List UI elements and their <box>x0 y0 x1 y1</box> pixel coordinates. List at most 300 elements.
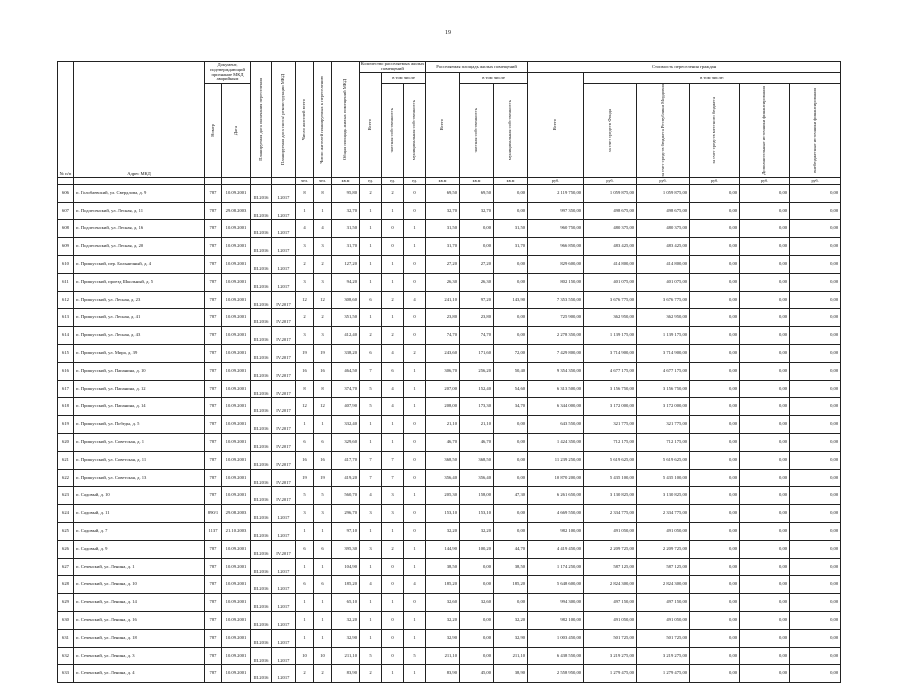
table-cell: 0,00 <box>790 611 841 629</box>
table-cell: 29.08.2003 <box>222 505 251 523</box>
header-count-group: Количество расселяемых жилых помещений <box>360 61 425 71</box>
table-cell: 1 <box>314 594 332 612</box>
address-cell: п. Пришусский, ул. Папанина, д. 14 <box>74 398 205 416</box>
table-cell: 787 <box>205 184 222 202</box>
table-cell: IV.2017 <box>272 309 296 327</box>
address-cell: п. Сеченский, ул. Ленина, д. 16 <box>74 611 205 629</box>
table-cell: 10 <box>296 647 314 665</box>
table-cell: 0,00 <box>740 611 790 629</box>
table-cell: 10.09.2001 <box>222 398 251 416</box>
table-cell: 1 424 350,00 <box>528 433 584 451</box>
table-cell: 1 <box>360 256 382 274</box>
relocation-table <box>57 61 841 683</box>
table-cell: 10.09.2001 <box>222 416 251 434</box>
table-cell: 625 <box>58 522 74 540</box>
unit-cell <box>222 177 251 184</box>
table-cell: 23,80 <box>426 309 460 327</box>
table-cell: 10.09.2001 <box>222 220 251 238</box>
table-cell: 0,00 <box>690 416 740 434</box>
table-cell: 1 <box>314 629 332 647</box>
table-cell: 1 <box>360 611 382 629</box>
table-cell: III.2016 <box>251 238 272 256</box>
header-area-incl: в том числе <box>460 73 528 84</box>
unit-cell: руб. <box>740 177 790 184</box>
header-cost-incl: в том числе: <box>584 73 841 84</box>
header-cost-local: за счет средств местного бюджета <box>690 84 740 178</box>
table-cell: 787 <box>205 256 222 274</box>
table-cell: 627 <box>58 558 74 576</box>
table-cell: 1 <box>314 522 332 540</box>
table-cell: 6 <box>296 433 314 451</box>
table-cell: 0,00 <box>740 433 790 451</box>
table-cell: 1 <box>404 220 426 238</box>
table-cell: 0,00 <box>690 665 740 683</box>
table-cell: III.2016 <box>251 398 272 416</box>
table-cell: 2 209 725,00 <box>637 540 690 558</box>
table-row <box>58 629 841 647</box>
table-cell: 158,00 <box>460 487 494 505</box>
table-cell: 3 <box>360 505 382 523</box>
header-cost-fund: за счет средств Фонда <box>584 84 637 178</box>
table-cell: 332,40 <box>332 416 360 434</box>
table-cell: 5 619 625,00 <box>637 451 690 469</box>
table-cell: 0,00 <box>790 629 841 647</box>
table-cell: I.2017 <box>272 256 296 274</box>
table-cell: 0,00 <box>740 345 790 363</box>
table-cell: 1 003 450,00 <box>528 629 584 647</box>
unit-cell: кв.м <box>332 177 360 184</box>
header-cost-offbudget: внебюджетные источники финансирования <box>790 84 841 178</box>
table-cell: 0 <box>404 469 426 487</box>
unit-cell: ед. <box>360 177 382 184</box>
table-cell: 368,50 <box>426 451 460 469</box>
table-cell: 374,70 <box>332 380 360 398</box>
table-cell: 0,00 <box>740 629 790 647</box>
table-cell: 38,50 <box>494 558 528 576</box>
table-cell: IV.2017 <box>272 416 296 434</box>
table-cell: 622 <box>58 469 74 487</box>
header-planned-start: Планируемая дата окончания переселения <box>251 62 272 178</box>
table-cell: 356,40 <box>460 469 494 487</box>
table-cell: 5 435 100,00 <box>584 469 637 487</box>
table-row <box>58 647 841 665</box>
table-cell: 0,00 <box>740 238 790 256</box>
table-cell: 6 438 550,00 <box>528 647 584 665</box>
table-cell: 2 119 750,00 <box>528 184 584 202</box>
table-cell: 1 <box>314 416 332 434</box>
table-cell: 3 714 900,00 <box>637 345 690 363</box>
table-cell: 1 059 875,00 <box>584 184 637 202</box>
table-cell: 205,30 <box>426 487 460 505</box>
table-cell: 0,00 <box>740 184 790 202</box>
table-cell: 0,00 <box>740 505 790 523</box>
table-cell: 19 <box>296 345 314 363</box>
table-row <box>58 611 841 629</box>
table-cell: 5 <box>360 380 382 398</box>
table-cell: 10.09.2001 <box>222 327 251 345</box>
table-cell: IV.2017 <box>272 398 296 416</box>
table-cell: IV.2017 <box>272 469 296 487</box>
table-cell: 3 156 750,00 <box>584 380 637 398</box>
table-cell: 0,00 <box>740 540 790 558</box>
table-cell: 6 <box>382 362 404 380</box>
table-cell: 10.09.2001 <box>222 184 251 202</box>
table-cell: 787 <box>205 362 222 380</box>
table-cell: 31,70 <box>494 238 528 256</box>
table-cell: 1 279 475,00 <box>637 665 690 683</box>
table-cell: IV.2017 <box>272 291 296 309</box>
table-cell: 1 <box>360 309 382 327</box>
table-cell: 497 150,00 <box>637 594 690 612</box>
unit-cell: кв.м <box>494 177 528 184</box>
table-cell: III.2016 <box>251 184 272 202</box>
table-cell: 1 <box>404 611 426 629</box>
table-cell: 1 <box>296 594 314 612</box>
table-cell: 0,00 <box>690 433 740 451</box>
table-row <box>58 665 841 683</box>
table-cell: 368,50 <box>460 451 494 469</box>
table-cell: III.2016 <box>251 416 272 434</box>
table-cell: 38,90 <box>494 665 528 683</box>
address-cell: п. Подлесенский, ул. Лесная, д. 16 <box>74 220 205 238</box>
table-cell: 0,00 <box>690 273 740 291</box>
table-cell: 3 <box>314 238 332 256</box>
table-cell: 1 <box>382 433 404 451</box>
table-cell: 3 676 775,00 <box>637 291 690 309</box>
table-cell: 0,00 <box>494 327 528 345</box>
table-cell: 10.09.2001 <box>222 647 251 665</box>
table-row <box>58 291 841 309</box>
table-cell: 611 <box>58 273 74 291</box>
table-cell: 0,00 <box>690 629 740 647</box>
table-cell: 3 <box>314 273 332 291</box>
table-cell: 74,70 <box>426 327 460 345</box>
table-cell: 26,30 <box>426 273 460 291</box>
table-cell: 1 <box>314 558 332 576</box>
table-cell: 10.09.2001 <box>222 665 251 683</box>
table-cell: 10.09.2001 <box>222 380 251 398</box>
table-cell: 630 <box>58 611 74 629</box>
table-cell: 2 209 725,00 <box>584 540 637 558</box>
table-cell: 501 725,00 <box>637 629 690 647</box>
table-cell: 10.09.2001 <box>222 487 251 505</box>
table-cell: 2 <box>314 309 332 327</box>
table-cell: 0 <box>382 220 404 238</box>
table-cell: 621 <box>58 451 74 469</box>
table-cell: 0,00 <box>790 451 841 469</box>
table-cell: 0,00 <box>690 398 740 416</box>
table-cell: 0,00 <box>494 416 528 434</box>
table-cell: 3 <box>382 487 404 505</box>
table-cell: 69,50 <box>460 184 494 202</box>
table-cell: 1 <box>404 487 426 505</box>
table-cell: 787 <box>205 380 222 398</box>
table-cell: 144,90 <box>426 540 460 558</box>
table-cell: 12 <box>314 291 332 309</box>
table-cell: 356,40 <box>426 469 460 487</box>
unit-cell: ед. <box>404 177 426 184</box>
table-cell: 614 <box>58 327 74 345</box>
table-cell: 0,00 <box>740 594 790 612</box>
table-cell: 6 <box>314 576 332 594</box>
table-cell: 211,10 <box>426 647 460 665</box>
table-row <box>58 345 841 363</box>
table-cell: 4 <box>382 398 404 416</box>
header-no: № п/п <box>58 62 74 178</box>
address-cell: п. Садовый, д. 7 <box>74 522 205 540</box>
table-cell: 0,00 <box>460 647 494 665</box>
table-cell: 3 <box>296 273 314 291</box>
table-cell: 5 <box>360 647 382 665</box>
table-cell: 501 725,00 <box>584 629 637 647</box>
table-cell: 633 <box>58 665 74 683</box>
table-cell: 0,00 <box>460 220 494 238</box>
table-cell: I.2017 <box>272 505 296 523</box>
table-cell: 4 <box>382 380 404 398</box>
table-cell: 31,70 <box>332 238 360 256</box>
table-cell: 0 <box>404 327 426 345</box>
address-cell: п. Пришусский, ул. Советская, д. 13 <box>74 469 205 487</box>
table-cell: 0,00 <box>740 665 790 683</box>
table-cell: 890/1 <box>205 505 222 523</box>
table-cell: 10.09.2001 <box>222 291 251 309</box>
table-cell: 414 800,00 <box>584 256 637 274</box>
table-cell: III.2016 <box>251 345 272 363</box>
unit-cell: чел. <box>296 177 314 184</box>
table-cell: 16 <box>296 362 314 380</box>
table-cell: I.2017 <box>272 238 296 256</box>
table-cell: 32,60 <box>460 594 494 612</box>
table-cell: 1 <box>296 611 314 629</box>
table-cell: 607 <box>58 202 74 220</box>
table-cell: 338,20 <box>332 345 360 363</box>
header-address: Адрес МКД <box>74 62 205 178</box>
table-cell: 0,00 <box>494 522 528 540</box>
table-cell: 787 <box>205 611 222 629</box>
table-cell: 4 <box>404 576 426 594</box>
table-cell: 787 <box>205 576 222 594</box>
table-cell: 1 <box>382 256 404 274</box>
table-cell: I.2017 <box>272 665 296 683</box>
table-cell: 0,00 <box>690 220 740 238</box>
table-cell: 4 677 175,00 <box>584 362 637 380</box>
table-cell: 4 669 550,00 <box>528 505 584 523</box>
table-cell: 587 125,00 <box>637 558 690 576</box>
table-cell: 16 <box>296 451 314 469</box>
table-cell: IV.2017 <box>272 380 296 398</box>
table-cell: 7 <box>360 451 382 469</box>
table-cell: I.2017 <box>272 629 296 647</box>
table-cell: 5 648 600,00 <box>528 576 584 594</box>
table-cell: 587 125,00 <box>584 558 637 576</box>
table-cell: 0,00 <box>790 469 841 487</box>
table-cell: 296,70 <box>332 505 360 523</box>
table-cell: 2 <box>404 345 426 363</box>
table-cell: 631 <box>58 629 74 647</box>
unit-cell: руб. <box>790 177 841 184</box>
header-residents: Число жителей всего <box>296 62 314 178</box>
table-cell: 787 <box>205 327 222 345</box>
table-cell: 1 <box>382 665 404 683</box>
table-cell: 787 <box>205 647 222 665</box>
table-cell: 97,10 <box>332 522 360 540</box>
table-cell: 362 950,00 <box>637 309 690 327</box>
table-cell: 0,00 <box>690 647 740 665</box>
table-cell: 491 050,00 <box>637 522 690 540</box>
table-cell: 0,00 <box>790 291 841 309</box>
table-cell: 787 <box>205 469 222 487</box>
table-cell: 0 <box>382 629 404 647</box>
table-cell: 1 <box>382 309 404 327</box>
table-cell: 0,00 <box>494 469 528 487</box>
table-cell: 6 <box>314 540 332 558</box>
address-cell: п. Пришусский, ул. Папанина, д. 10 <box>74 362 205 380</box>
table-cell: I.2017 <box>272 522 296 540</box>
table-cell: 643 550,00 <box>528 416 584 434</box>
table-cell: 31,50 <box>426 220 460 238</box>
table-cell: 12 <box>314 398 332 416</box>
table-cell: III.2016 <box>251 576 272 594</box>
table-cell: 10.09.2001 <box>222 309 251 327</box>
table-cell: 2 <box>382 184 404 202</box>
table-cell: 0,00 <box>690 345 740 363</box>
table-cell: 0,00 <box>790 665 841 683</box>
table-cell: 0,00 <box>740 202 790 220</box>
table-cell: 0,00 <box>740 416 790 434</box>
table-cell: 0,00 <box>790 647 841 665</box>
table-row <box>58 184 841 202</box>
table-cell: 0,00 <box>740 522 790 540</box>
table-cell: 2 <box>296 309 314 327</box>
table-cell: 1 <box>404 540 426 558</box>
table-cell: 1 <box>382 416 404 434</box>
table-cell: 306,70 <box>426 362 460 380</box>
table-cell: 74,70 <box>460 327 494 345</box>
table-cell: 10.09.2001 <box>222 611 251 629</box>
table-cell: 1 <box>296 416 314 434</box>
address-cell: п. Сеченский, ул. Ленина, д. 10 <box>74 576 205 594</box>
table-cell: 829 600,00 <box>528 256 584 274</box>
table-cell: 2 824 300,00 <box>584 576 637 594</box>
table-cell: 143,90 <box>494 291 528 309</box>
table-cell: III.2016 <box>251 451 272 469</box>
table-cell: 787 <box>205 309 222 327</box>
units-row <box>58 177 841 184</box>
table-cell: 787 <box>205 202 222 220</box>
table-cell: 609 <box>58 238 74 256</box>
table-cell: 0,00 <box>690 291 740 309</box>
table-cell: 626 <box>58 540 74 558</box>
unit-cell: руб. <box>528 177 584 184</box>
table-cell: 5 435 100,00 <box>637 469 690 487</box>
address-cell: п. Сеченский, ул. Ленина, д. 1 <box>74 558 205 576</box>
table-cell: 0,00 <box>790 487 841 505</box>
table-row <box>58 362 841 380</box>
table-cell: 0,00 <box>790 522 841 540</box>
table-cell: 787 <box>205 273 222 291</box>
table-cell: 0,00 <box>740 576 790 594</box>
table-cell: 0,00 <box>790 576 841 594</box>
table-cell: 46,70 <box>460 433 494 451</box>
header-cost-group: Стоимость переселения граждан <box>528 62 841 73</box>
table-cell: IV.2017 <box>272 487 296 505</box>
table-cell: 712 175,00 <box>637 433 690 451</box>
table-cell: 1 <box>404 362 426 380</box>
table-cell: 7 429 800,00 <box>528 345 584 363</box>
table-cell: 0,00 <box>740 362 790 380</box>
table-cell: 31,50 <box>494 220 528 238</box>
table-row <box>58 576 841 594</box>
table-cell: 0 <box>404 256 426 274</box>
table-cell: 6 313 500,00 <box>528 380 584 398</box>
table-cell: 171,60 <box>460 345 494 363</box>
table-cell: 624 <box>58 505 74 523</box>
table-row <box>58 380 841 398</box>
table-cell: 153,10 <box>426 505 460 523</box>
table-cell: 560,70 <box>332 487 360 505</box>
address-cell: п. Пришусский, ул. Лесная, д. 23 <box>74 291 205 309</box>
address-cell: п. Сеченский, ул. Ленина, д. 3 <box>74 647 205 665</box>
table-cell: 2 <box>382 540 404 558</box>
address-cell: п. Пришусский, проезд Школьный, д. 5 <box>74 273 205 291</box>
table-cell: 2 <box>296 665 314 683</box>
table-cell: 480 375,00 <box>637 220 690 238</box>
table-cell: 787 <box>205 487 222 505</box>
table-cell: 0,00 <box>790 433 841 451</box>
table-cell: 3 219 275,00 <box>637 647 690 665</box>
table-cell: 10.09.2001 <box>222 256 251 274</box>
table-cell: 21.10.2003 <box>222 522 251 540</box>
address-cell: п. Подлесенский, ул. Лесная, д. 11 <box>74 202 205 220</box>
table-cell: 787 <box>205 451 222 469</box>
table-cell: 19 <box>314 469 332 487</box>
table-cell: 412,40 <box>332 327 360 345</box>
table-cell: 3 <box>314 505 332 523</box>
table-cell: 8 <box>296 184 314 202</box>
table-cell: 94,20 <box>332 273 360 291</box>
table-cell: 787 <box>205 540 222 558</box>
table-cell: 997 350,00 <box>528 202 584 220</box>
table-cell: 32,20 <box>460 522 494 540</box>
table-cell: 2 <box>296 256 314 274</box>
table-cell: 1 <box>360 238 382 256</box>
address-cell: п. Сеченский, ул. Ленина, д. 14 <box>74 594 205 612</box>
address-cell: п. Голобаевский, ул. Свердлова, д. 9 <box>74 184 205 202</box>
table-cell: 185,20 <box>332 576 360 594</box>
table-cell: 173,30 <box>460 398 494 416</box>
table-cell: 308,60 <box>332 291 360 309</box>
table-cell: 395,30 <box>332 540 360 558</box>
table-cell: 0,00 <box>690 184 740 202</box>
unit-cell: чел. <box>314 177 332 184</box>
table-cell: 7 <box>382 469 404 487</box>
table-cell: 0,00 <box>740 487 790 505</box>
table-cell: III.2016 <box>251 611 272 629</box>
table-cell: 32,20 <box>426 522 460 540</box>
table-cell: 0,00 <box>790 273 841 291</box>
table-cell: 29.08.2003 <box>222 202 251 220</box>
table-cell: 3 172 000,00 <box>584 398 637 416</box>
table-cell: 6 <box>360 345 382 363</box>
table-cell: I.2017 <box>272 202 296 220</box>
table-cell: 497 150,00 <box>584 594 637 612</box>
table-cell: 31,70 <box>426 238 460 256</box>
table-cell: III.2016 <box>251 594 272 612</box>
address-cell: п. Пришусский, ул. Лесная, д. 41 <box>74 309 205 327</box>
header-doc-number: Номер <box>205 84 222 178</box>
table-cell: 32,70 <box>460 202 494 220</box>
table-cell: 0,00 <box>740 451 790 469</box>
